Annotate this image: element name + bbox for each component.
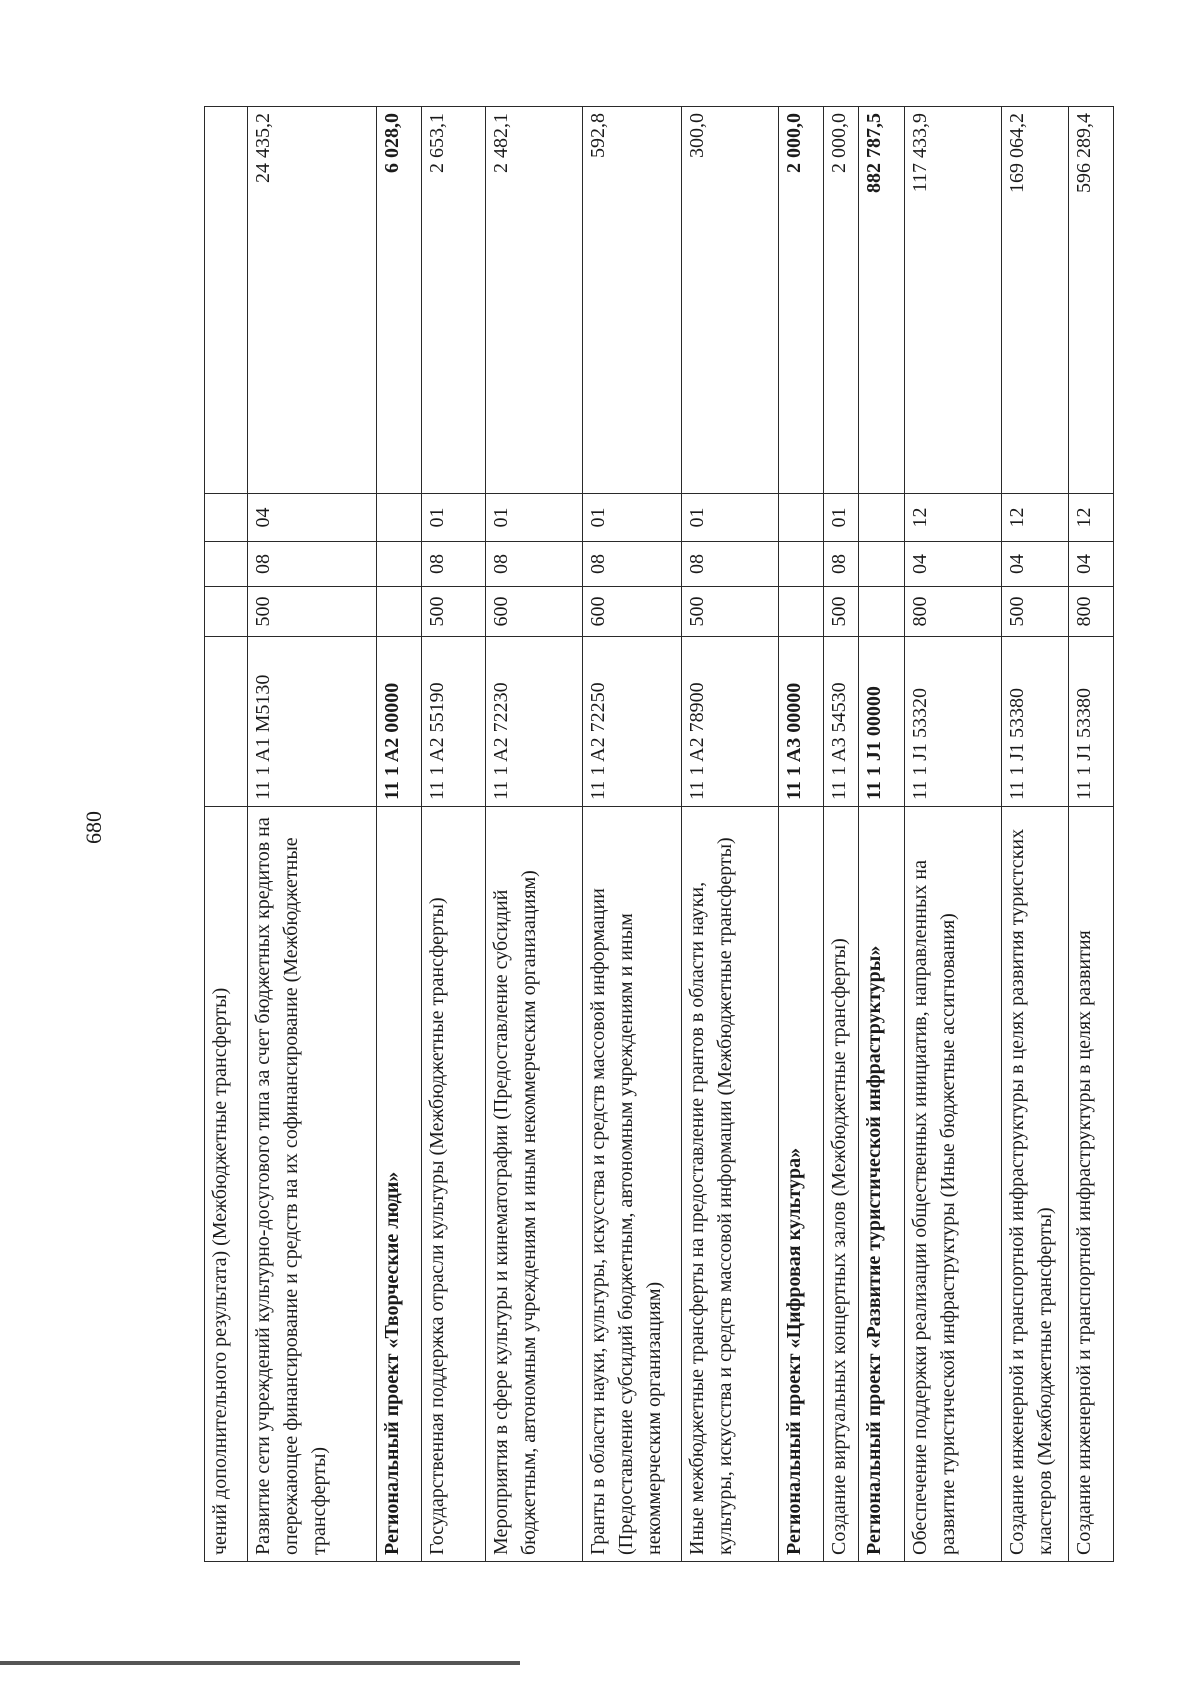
section-cell: 04 xyxy=(1001,542,1068,587)
subsection-cell xyxy=(778,494,823,542)
target-code-cell: 11 1 A2 72230 xyxy=(485,637,582,807)
section-cell: 04 xyxy=(1068,542,1113,587)
target-code-cell: 11 1 A2 55190 xyxy=(422,637,485,807)
row-name-cell: Гранты в области науки, культуры, искусства и средств массовой информации (Предоставление субсидий бюджетным, автономным учреждениям и иным некоммерческим организациям) xyxy=(583,807,681,1562)
subsection-cell xyxy=(859,494,904,542)
section-cell: 08 xyxy=(485,542,582,587)
amount-cell: 2 653,1 xyxy=(422,107,485,494)
row-name-cell: Региональный проект «Развитие туристической инфраструктуры» xyxy=(859,807,904,1562)
expense-type-cell: 800 xyxy=(904,587,1001,637)
section-cell xyxy=(778,542,823,587)
expense-type-cell xyxy=(377,587,422,637)
target-code-cell: 11 1 A3 00000 xyxy=(778,637,823,807)
section-cell: 08 xyxy=(422,542,485,587)
table-row xyxy=(422,107,485,1562)
table-row xyxy=(824,107,859,1562)
expense-type-cell: 600 xyxy=(583,587,681,637)
amount-cell: 169 064,2 xyxy=(1001,107,1068,494)
table-row xyxy=(681,107,778,1562)
amount-cell: 596 289,4 xyxy=(1068,107,1113,494)
section-cell xyxy=(377,542,422,587)
expense-type-cell: 800 xyxy=(1068,587,1113,637)
section-cell: 08 xyxy=(583,542,681,587)
subsection-cell: 01 xyxy=(583,494,681,542)
target-code-cell: 11 1 J1 00000 xyxy=(859,637,904,807)
expense-type-cell: 500 xyxy=(824,587,859,637)
table-row xyxy=(377,107,422,1562)
scan-edge-line xyxy=(0,1661,520,1665)
expense-type-cell xyxy=(205,587,248,637)
expense-type-cell: 600 xyxy=(485,587,582,637)
row-name-cell: Иные межбюджетные трансферты на предоставление грантов в области науки, культуры, искусства и средств массовой информации (Межбюджетные трансферты) xyxy=(681,807,778,1562)
row-name-cell: Создание инженерной и транспортной инфраструктуры в целях развития xyxy=(1068,807,1113,1562)
section-cell xyxy=(859,542,904,587)
row-name-cell: Обеспечение поддержки реализации общественных инициатив, направленных на развитие туристической инфраструктуры (Иные бюджетные ассигнования) xyxy=(904,807,1001,1562)
expense-type-cell: 500 xyxy=(1001,587,1068,637)
target-code-cell: 11 1 A2 72250 xyxy=(583,637,681,807)
target-code-cell: 11 1 J1 53380 xyxy=(1068,637,1113,807)
subsection-cell: 04 xyxy=(248,494,377,542)
amount-cell: 24 435,2 xyxy=(248,107,377,494)
target-code-cell: 11 1 J1 53320 xyxy=(904,637,1001,807)
subsection-cell xyxy=(377,494,422,542)
amount-cell: 6 028,0 xyxy=(377,107,422,494)
expense-type-cell: 500 xyxy=(681,587,778,637)
target-code-cell: 11 1 A2 78900 xyxy=(681,637,778,807)
amount-cell: 592,8 xyxy=(583,107,681,494)
row-name-cell: Государственная поддержка отрасли культуры (Межбюджетные трансферты) xyxy=(422,807,485,1562)
subsection-cell: 01 xyxy=(485,494,582,542)
subsection-cell: 12 xyxy=(1068,494,1113,542)
table-row xyxy=(248,107,377,1562)
budget-table-container xyxy=(204,107,1114,1562)
row-name-cell: Создание виртуальных концертных залов (Межбюджетные трансферты) xyxy=(824,807,859,1562)
table-row xyxy=(583,107,681,1562)
section-cell: 08 xyxy=(248,542,377,587)
row-name-cell: Мероприятия в сфере культуры и кинематографии (Предоставление субсидий бюджетным, автономным учреждениям и иным некоммерческим организациям) xyxy=(485,807,582,1562)
row-name-cell: Развитие сети учреждений культурно-досугового типа за счет бюджетных кредитов на опережающее финансирование и средств на их софинансирование (Межбюджетные трансферты) xyxy=(248,807,377,1562)
target-code-cell: 11 1 J1 53380 xyxy=(1001,637,1068,807)
row-name-cell: Создание инженерной и транспортной инфраструктуры в целях развития туристских кластеров (Межбюджетные трансферты) xyxy=(1001,807,1068,1562)
section-cell: 08 xyxy=(681,542,778,587)
table-row xyxy=(485,107,582,1562)
table-row xyxy=(859,107,904,1562)
amount-cell: 882 787,5 xyxy=(859,107,904,494)
subsection-cell: 01 xyxy=(681,494,778,542)
subsection-cell: 12 xyxy=(904,494,1001,542)
budget-table-body xyxy=(205,107,1114,1562)
row-name-cell: Региональный проект «Цифровая культура» xyxy=(778,807,823,1562)
amount-cell: 2 482,1 xyxy=(485,107,582,494)
target-code-cell: 11 1 A3 54530 xyxy=(824,637,859,807)
expense-type-cell xyxy=(859,587,904,637)
section-cell: 04 xyxy=(904,542,1001,587)
row-name-cell: Региональный проект «Творческие люди» xyxy=(377,807,422,1562)
target-code-cell: 11 1 A1 M5130 xyxy=(248,637,377,807)
expense-type-cell xyxy=(778,587,823,637)
amount-cell: 2 000,0 xyxy=(778,107,823,494)
row-name-cell: чений дополнительного результата) (Межбюджетные трансферты) xyxy=(205,807,248,1562)
table-row xyxy=(904,107,1001,1562)
subsection-cell: 01 xyxy=(422,494,485,542)
target-code-cell xyxy=(205,637,248,807)
section-cell xyxy=(205,542,248,587)
amount-cell: 300,0 xyxy=(681,107,778,494)
table-row xyxy=(1068,107,1113,1562)
table-row xyxy=(1001,107,1068,1562)
page-number: 680 xyxy=(81,811,106,844)
target-code-cell: 11 1 A2 00000 xyxy=(377,637,422,807)
subsection-cell xyxy=(205,494,248,542)
amount-cell: 2 000,0 xyxy=(824,107,859,494)
amount-cell xyxy=(205,107,248,494)
amount-cell: 117 433,9 xyxy=(904,107,1001,494)
table-row xyxy=(205,107,248,1562)
expense-type-cell: 500 xyxy=(422,587,485,637)
section-cell: 08 xyxy=(824,542,859,587)
expense-type-cell: 500 xyxy=(248,587,377,637)
subsection-cell: 01 xyxy=(824,494,859,542)
table-row xyxy=(778,107,823,1562)
budget-table xyxy=(204,106,1114,1562)
subsection-cell: 12 xyxy=(1001,494,1068,542)
